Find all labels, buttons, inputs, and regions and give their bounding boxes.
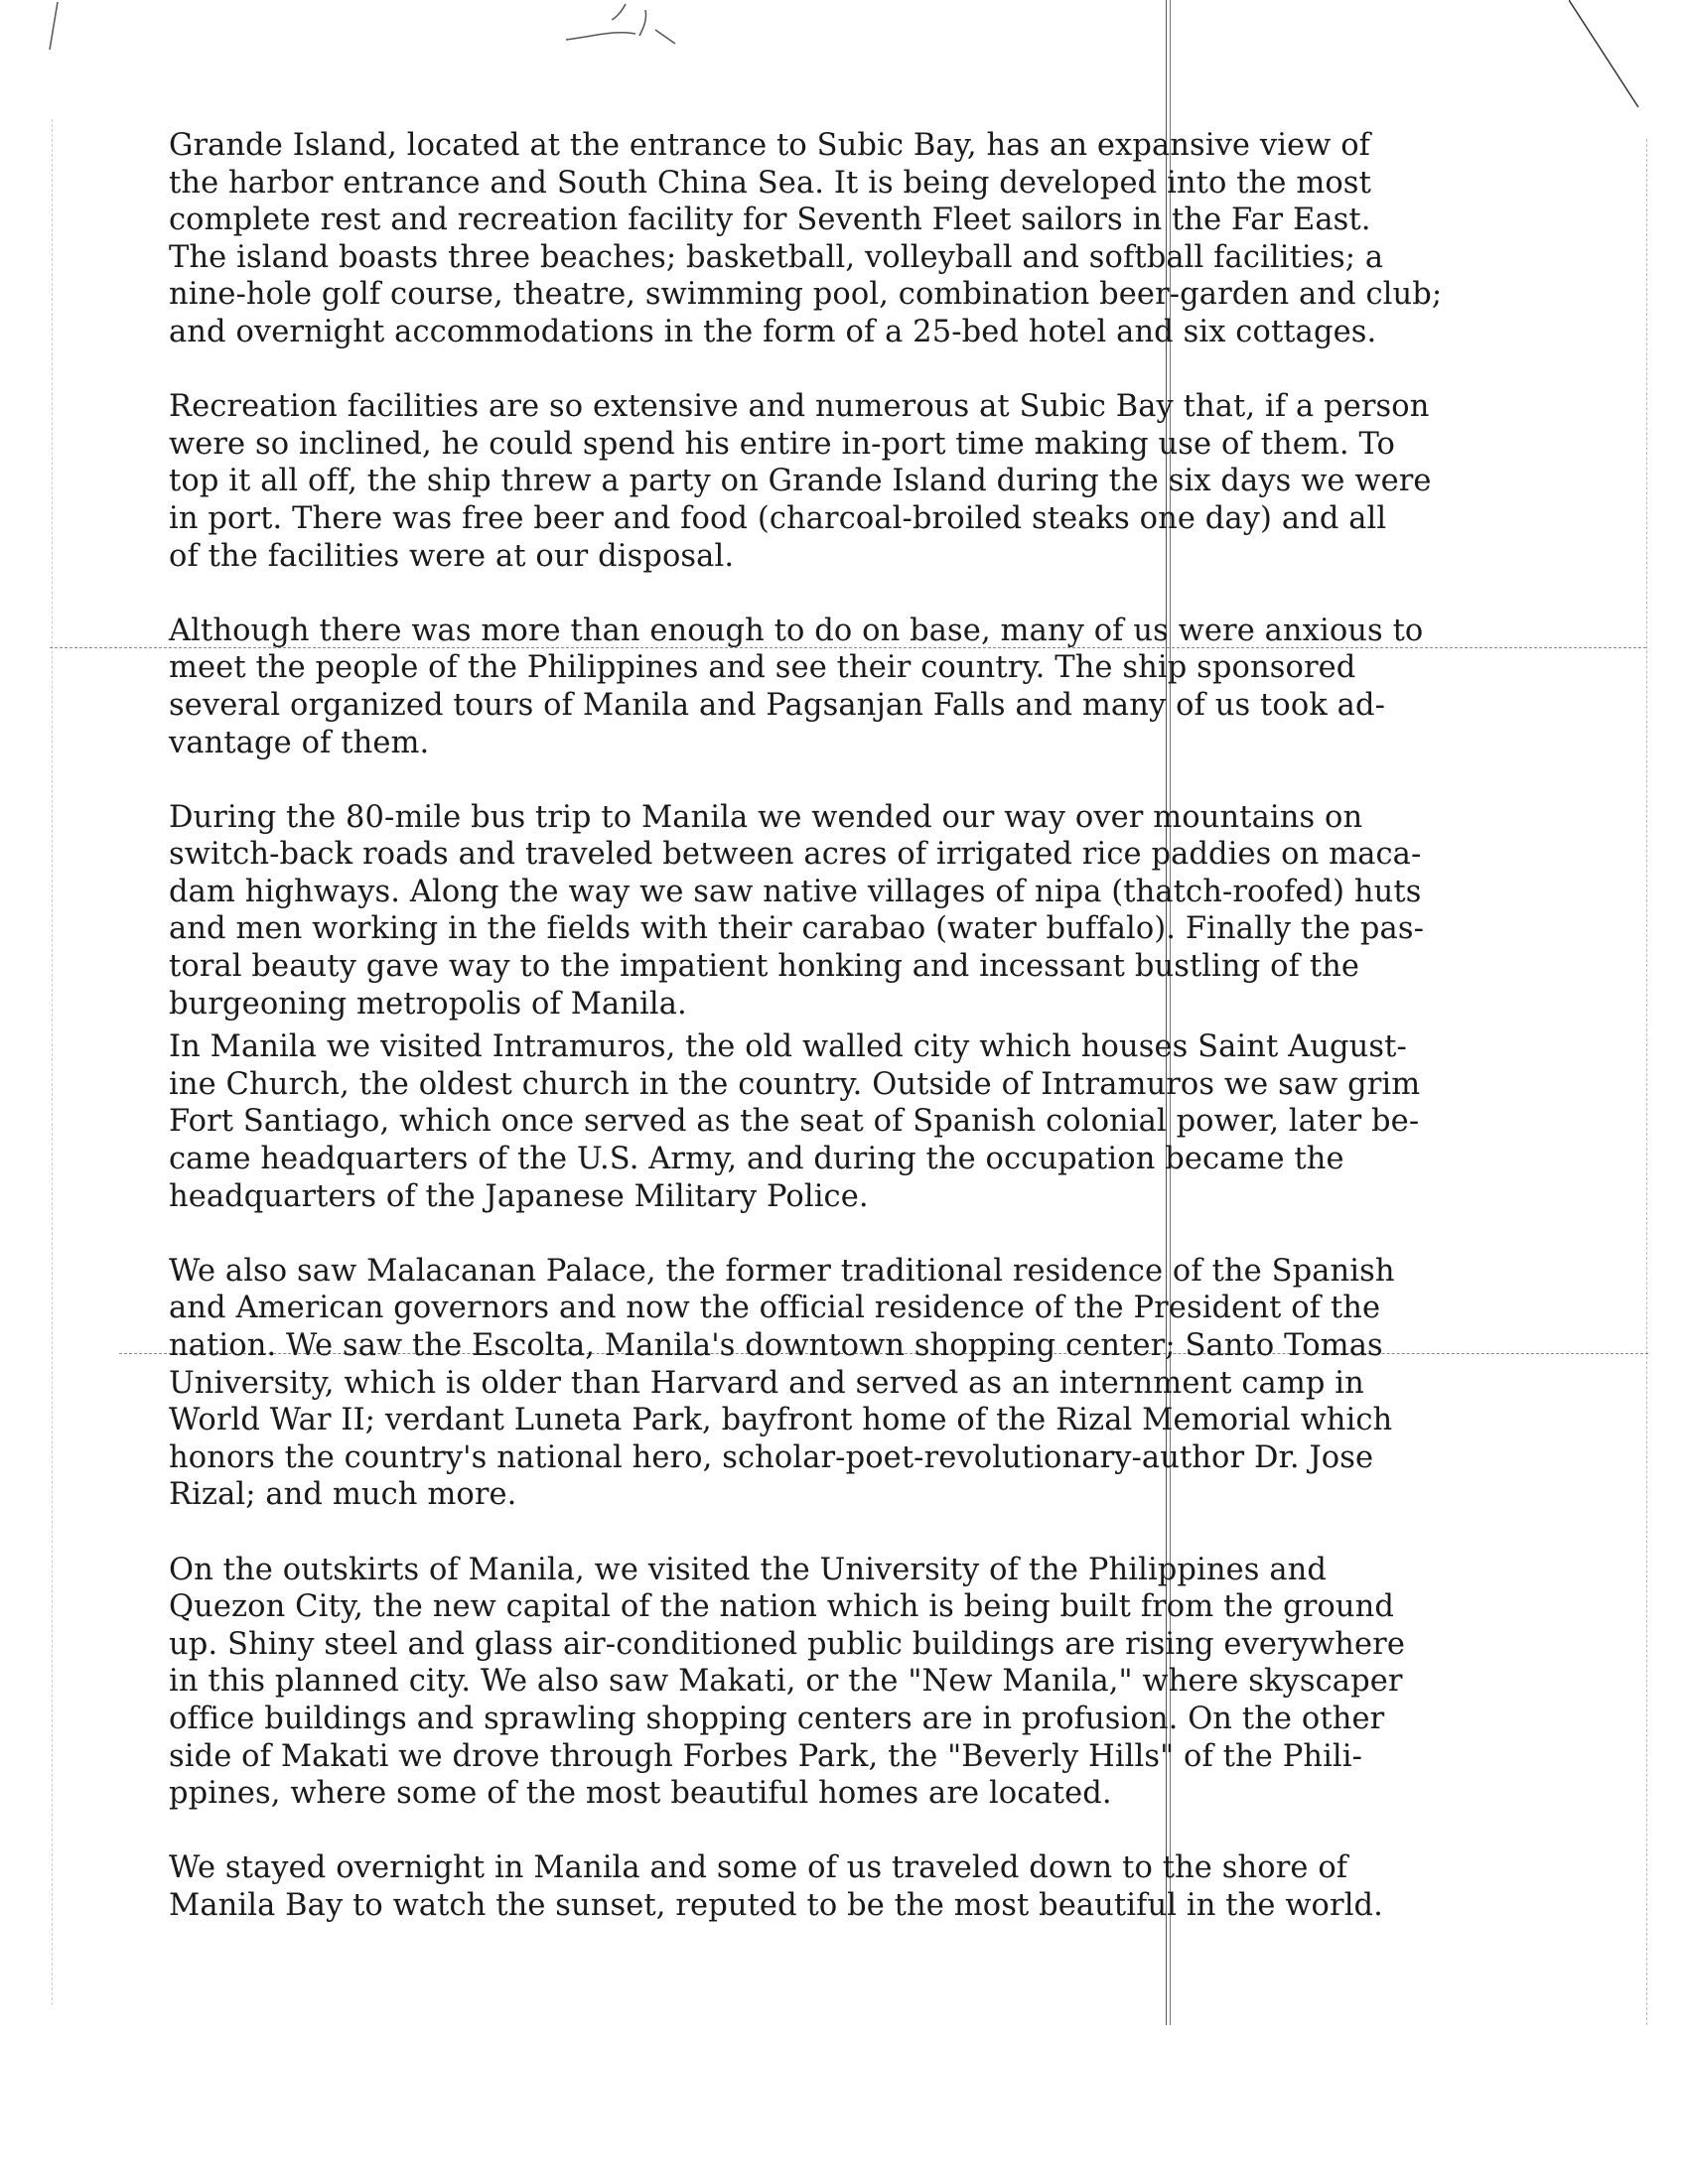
text-line: headquarters of the Japanese Military Police. xyxy=(169,1178,869,1214)
text-line: complete rest and recreation facility for Seventh Fleet sailors in the Far East. xyxy=(169,203,1371,238)
paragraph-bus-trip xyxy=(169,799,1559,1024)
top-scan-scribble xyxy=(556,0,715,50)
text-line: up. Shiny steel and glass air-conditioned public buildings are rising everywhere xyxy=(169,1626,1405,1662)
text-line: On the outskirts of Manila, we visited the University of the Philippines and xyxy=(169,1552,1327,1587)
right-edge-artifact xyxy=(1646,139,1647,2025)
text-line: dam highways. Along the way we saw native villages of nipa (thatch-roofed) huts xyxy=(169,874,1422,909)
text-line: Grande Island, located at the entrance to Subic Bay, has an expansive view of xyxy=(169,128,1371,163)
text-line: and American governors and now the official residence of the President of the xyxy=(169,1291,1381,1326)
text-line: meet the people of the Philippines and see their country. The ship sponsored xyxy=(169,650,1356,686)
text-line: World War II; verdant Luneta Park, bayfront home of the Rizal Memorial which xyxy=(169,1403,1393,1438)
left-edge-artifact xyxy=(52,119,53,2005)
text-line: Although there was more than enough to do on base, many of us were anxious to xyxy=(169,613,1424,648)
text-line: and men working in the fields with their carabao (water buffalo). Finally the pas- xyxy=(169,911,1424,947)
text-line: office buildings and sprawling shopping centers are in profusion. On the other xyxy=(169,1701,1385,1736)
text-line: nation. We saw the Escolta, Manila's downtown shopping center; Santo Tomas xyxy=(169,1328,1383,1363)
text-line: Recreation facilities are so extensive and numerous at Subic Bay that, if a person xyxy=(169,389,1430,425)
paragraph-malacanan xyxy=(169,1253,1559,1514)
paragraph-outskirts xyxy=(169,1552,1559,1813)
text-line: ppines, where some of the most beautiful homes are located. xyxy=(169,1776,1112,1812)
text-line: We also saw Malacanan Palace, the former traditional residence of the Spanish xyxy=(169,1253,1395,1289)
text-line: of the facilities were at our disposal. xyxy=(169,538,735,574)
text-line: burgeoning metropolis of Manila. xyxy=(169,986,687,1022)
text-line: toral beauty gave way to the impatient honking and incessant bustling of the xyxy=(169,949,1360,985)
text-line: in port. There was free beer and food (charcoal-broiled steaks one day) and all xyxy=(169,500,1387,536)
corner-scan-mark-left xyxy=(44,0,64,60)
paragraph-recreation-facilities xyxy=(169,388,1559,575)
text-line: University, which is older than Harvard and served as an internment camp in xyxy=(169,1365,1364,1401)
document-body xyxy=(169,127,1559,1962)
text-line: We stayed overnight in Manila and some of us traveled down to the shore of xyxy=(169,1850,1348,1886)
text-line: side of Makati we drove through Forbes Park, the "Beverly Hills" of the Phili- xyxy=(169,1738,1363,1774)
paragraph-intramuros xyxy=(169,1028,1559,1215)
text-line: came headquarters of the U.S. Army, and during the occupation became the xyxy=(169,1142,1344,1177)
paragraph-grande-island xyxy=(169,127,1559,351)
text-line: honors the country's national hero, scholar-poet-revolutionary-author Dr. Jose xyxy=(169,1439,1374,1475)
text-line: and overnight accommodations in the form of a 25-bed hotel and six cottages. xyxy=(169,314,1377,349)
text-line: in this planned city. We also saw Makati, or the "New Manila," where skyscaper xyxy=(169,1664,1403,1700)
text-line: ine Church, the oldest church in the country. Outside of Intramuros we saw grim xyxy=(169,1066,1421,1102)
text-line: The island boasts three beaches; basketball, volleyball and softball facilities; a xyxy=(169,239,1384,275)
text-line: several organized tours of Manila and Pagsanjan Falls and many of us took ad- xyxy=(169,687,1385,723)
text-line: Quezon City, the new capital of the nation which is being built from the ground xyxy=(169,1589,1395,1625)
text-line: Rizal; and much more. xyxy=(169,1477,517,1513)
text-line: the harbor entrance and South China Sea. It is being developed into the most xyxy=(169,165,1371,201)
text-line: Fort Santiago, which once served as the seat of Spanish colonial power, later be- xyxy=(169,1104,1420,1140)
text-line: Manila Bay to watch the sunset, reputed to be the most beautiful in the world. xyxy=(169,1887,1383,1923)
paragraph-tours xyxy=(169,613,1559,761)
text-line: nine-hole golf course, theatre, swimming pool, combination beer-garden and club; xyxy=(169,277,1443,313)
text-line: In Manila we visited Intramuros, the old walled city which houses Saint August- xyxy=(169,1029,1407,1065)
text-line: top it all off, the ship threw a party on Grande Island during the six days we were xyxy=(169,464,1432,499)
corner-scan-mark-right xyxy=(1569,0,1678,109)
paragraph-manila-bay xyxy=(169,1849,1559,1924)
text-line: switch-back roads and traveled between acres of irrigated rice paddies on maca- xyxy=(169,837,1422,873)
text-line: were so inclined, he could spend his entire in-port time making use of them. To xyxy=(169,426,1395,462)
text-line: vantage of them. xyxy=(169,725,430,760)
text-line: During the 80-mile bus trip to Manila we wended our way over mountains on xyxy=(169,799,1363,835)
